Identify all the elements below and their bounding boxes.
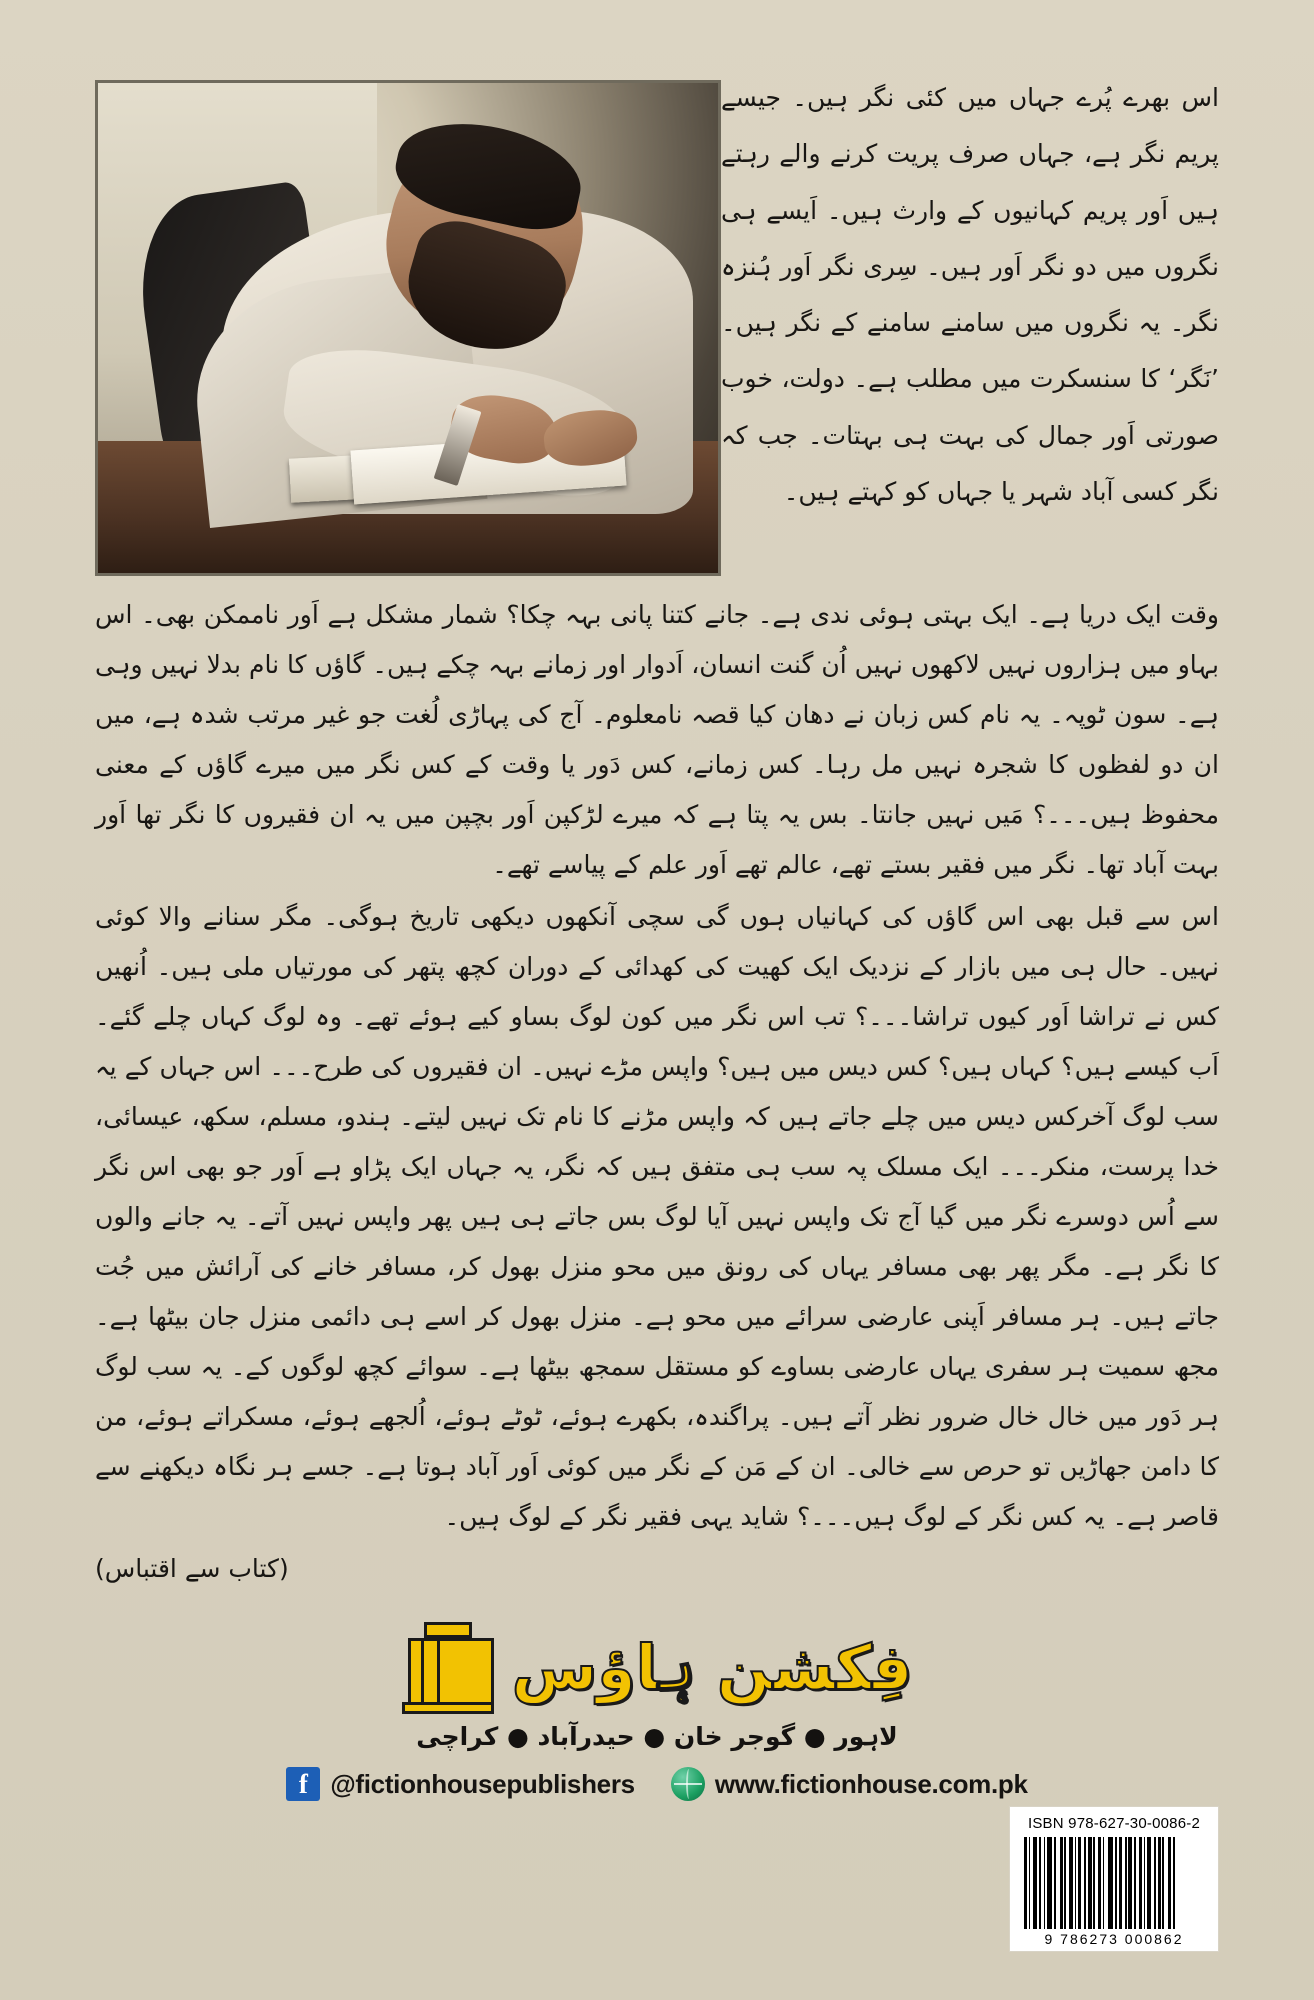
- excerpt-paragraph-1: وقت ایک دریا ہے۔ ایک بہتی ہوئی ندی ہے۔ جانے کتنا پانی بہہ چکا؟ شمار مشکل ہے اَور ناممکن بھی۔ اس بہاو میں ہزاروں نہیں لاکھوں نہیں اُن گنت انسان، اَدوار اور زمانے بہہ چکے ہیں۔ گاؤں کا نام بدلا نہیں وہی ہے۔ سون ٹوپہ۔ یہ نام کس زبان نے دھان کیا قصہ نامعلوم۔ آج کی پہاڑی لُغت جو غیر مرتب شدہ ہے، میں ان دو لفظوں کا شجرہ نہیں مل رہا۔ کس زمانے، کس دَور یا وقت کے کس نگر میں میرے گاؤں کے معنی محفوظ ہیں۔۔۔؟ مَیں نہیں جانتا۔ بس یہ پتا ہے کہ میرے لڑکپن اَور بچپن میں یہ ان فقیروں کا نگر تھا اَور بہت آباد تھا۔ نگر میں فقیر بستے تھے، عالم تھے اَور علم کے پیاسے تھے۔: [95, 600, 1219, 879]
- publisher-block: [95, 1620, 1219, 1801]
- excerpt-source-note: (کتاب سے اقتباس): [95, 1554, 289, 1583]
- publisher-website[interactable]: www.fictionhouse.com.pk: [714, 1768, 1028, 1799]
- facebook-icon[interactable]: f: [286, 1767, 320, 1801]
- publisher-name: فِکشن ہاؤس: [511, 1631, 913, 1705]
- publisher-logo-row: [95, 1620, 1219, 1716]
- top-section: [95, 70, 1219, 590]
- book-stack-icon: [402, 1620, 494, 1716]
- publisher-cities: لاہور ● گوجر خان ● حیدرآباد ● کراچی: [416, 1722, 898, 1751]
- facebook-handle[interactable]: @fictionhousepublishers: [330, 1768, 635, 1799]
- author-photo: [95, 80, 721, 576]
- isbn-label: ISBN 978-627-30-0086-2: [1027, 1815, 1200, 1832]
- barcode-digits: 9 786273 000862: [1044, 1931, 1184, 1947]
- publisher-contact-row: [95, 1767, 1219, 1801]
- excerpt-paragraph-2: اس سے قبل بھی اس گاؤں کی کہانیاں ہوں گی سچی آنکھوں دیکھی تاریخ ہوگی۔ مگر سنانے والا کوئی نہیں۔ حال ہی میں بازار کے نزدیک ایک کھیت کی کھدائی کے دوران کچھ پتھر کی مورتیاں ملی ہیں۔ اُنھیں کس نے تراشا اَور کیوں تراشا۔۔۔؟ تب اس نگر میں کون لوگ بساو کیے ہوئے تھے۔ وہ لوگ کہاں چلے گئے۔ اَب کیسے ہیں؟ کہاں ہیں؟ کس دیس میں ہیں؟ واپس مڑے نہیں۔ ان فقیروں کی طرح۔۔۔ اس جہاں کے یہ سب لوگ آخرکس دیس میں چلے جاتے ہیں کہ واپس مڑنے کا نام تک نہیں لیتے۔ ہندو، مسلم، سکھ، عیسائی، خدا پرست، منکر۔۔۔ ایک مسلک پہ سب ہی متفق ہیں کہ نگر، یہ جہاں ایک پڑاو ہے اَور جو بھی اس نگر سے اُس دوسرے نگر میں گیا آج تک واپس نہیں آیا لوگ بس جاتے ہی ہیں پھر واپس نہیں آتے۔ یہ جانے والوں کا نگر ہے۔ مگر پھر بھی مسافر یہاں کی رونق میں محو منزل بھول کر، مسافر خانے کی آرائش میں جُت جاتے ہیں۔ ہر مسافر اَپنی عارضی سرائے میں محو ہے۔ منزل بھول کر اسے ہی دائمی منزل جان بیٹھا ہے۔ مجھ سمیت ہر سفری یہاں عارضی بساوے کو مستقل سمجھ بیٹھا ہے۔ سوائے کچھ لوگوں کے۔ یہ سب لوگ ہر دَور میں خال خال ضرور نظر آتے ہیں۔ پراگندہ، بکھرے ہوئے، ٹوٹے ہوئے، اُلجھے ہوئے، مسکراتے ہوئے، من کا دامن جھاڑیں تو حرص سے خالی۔ ان کے مَن کے نگر میں کوئی اَور آباد ہوتا ہے۔ جسے ہر نگاہ دیکھنے سے قاصر ہے۔ یہ کس نگر کے لوگ ہیں۔۔۔؟ شاید یہی فقیر نگر کے لوگ ہیں۔: [95, 902, 1219, 1531]
- barcode-bars: [1020, 1837, 1208, 1929]
- excerpt-lead-paragraph: اس بھرے پُرے جہاں میں کئی نگر ہیں۔ جیسے پریم نگر ہے، جہاں صرف پریت کرنے والے رہتے ہیں اَور پریم کہانیوں کے وارث ہیں۔ اَیسے ہی نگروں میں دو نگر اَور ہیں۔ سِری نگر اَور ہُنزہ نگر۔ یہ نگروں میں سامنے سامنے کے نگر ہیں۔ ’نَگر‘ کا سنسکرت میں مطلب ہے۔ دولت، خوب صورتی اَور جمال کی بہت ہی بہتات۔ جب کہ نگر کسی آباد شہر یا جہاں کو کہتے ہیں۔: [721, 83, 1219, 506]
- barcode-block: [1009, 1806, 1219, 1952]
- globe-icon[interactable]: [671, 1767, 705, 1801]
- excerpt-body: [95, 590, 1219, 1594]
